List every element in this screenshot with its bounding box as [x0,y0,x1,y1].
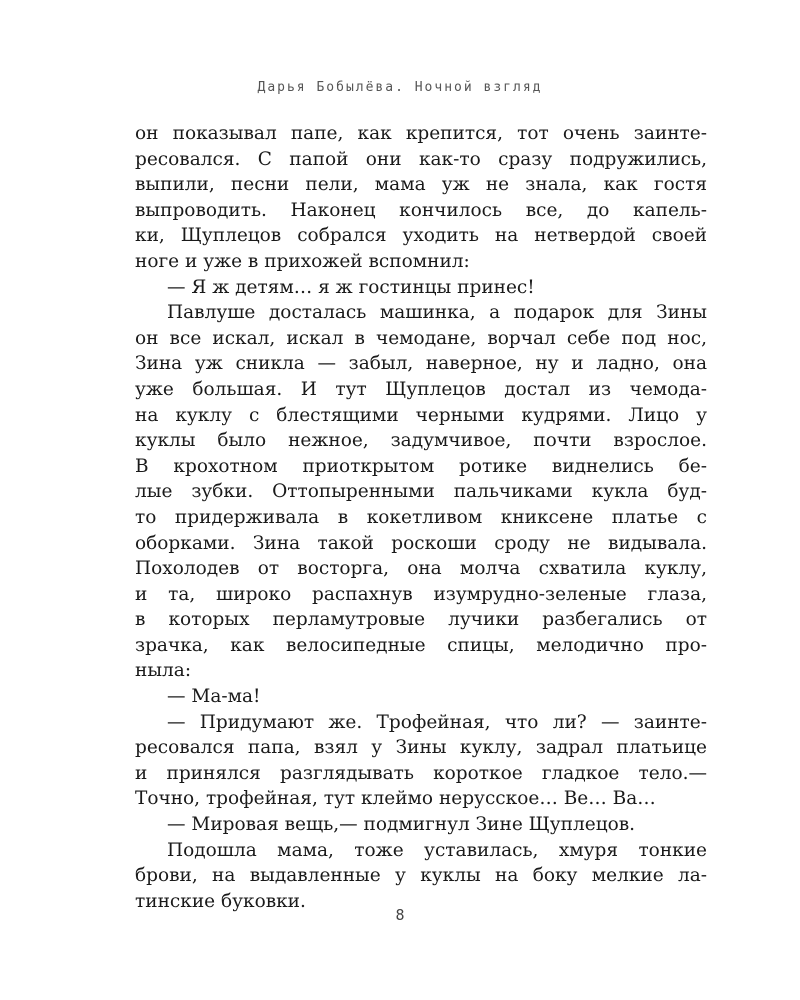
text-line: выпили, песни пели, мама уж не знала, как гостя [135,174,707,196]
text-line: ресовался папа, взял у Зины куклу, задрал платьице [135,737,707,759]
body-text [135,121,707,914]
text-line: Похолодев от восторга, она молча схватила куклу, [135,558,707,580]
text-line: выпроводить. Наконец кончилось все, до капель- [135,199,707,221]
text-line: ки, Щуплецов собрался уходить на нетвердой своей [135,225,707,247]
text-line: зрачка, как велосипедные спицы, мелодично про- [135,634,707,656]
text-line: в которых перламутровые лучики разбегались от [135,609,707,631]
text-line: лые зубки. Оттопыренными пальчиками кукла буд- [135,481,707,503]
text-line: на куклу с блестящими черными кудрями. Лицо у [135,404,707,426]
text-line: В крохотном приоткрытом ротике виднелись бе- [135,455,707,477]
text-line: — Ма-ма! [167,686,261,708]
text-line: ныла: [135,660,192,682]
text-line: куклы было нежное, задумчивое, почти взрослое. [135,430,707,452]
text-line: ресовался. С папой они как-то сразу подружились, [135,148,707,170]
text-line: — Мировая вещь,— подмигнул Зине Щуплецов. [167,814,636,836]
text-line: то придерживала в кокетливом книксене платье с [135,506,707,528]
page-number: 8 [395,906,405,924]
text-line: — Придумают же. Трофейная, что ли? — заинте- [167,711,707,733]
text-line: он все искал, искал в чемодане, ворчал себе под нос, [135,327,707,349]
text-line: — Я ж детям… я ж гостинцы принес! [167,276,535,298]
text-line: Подошла мама, тоже уставилась, хмуря тонкие [167,839,707,861]
text-line: и принялся разглядывать короткое гладкое тело.— [135,762,707,784]
running-head: Дарья Бобылёва. Ночной взгляд [257,80,543,95]
text-line: тинские буковки. [135,890,306,912]
text-line: Точно, трофейная, тут клеймо нерусское… Ве… Ва… [135,788,656,810]
text-line: оборками. Зина такой роскоши сроду не видывала. [135,532,707,554]
text-line: уже большая. И тут Щуплецов достал из чемода- [135,378,707,400]
text-line: брови, на выдавленные у куклы на боку мелкие ла- [135,865,707,887]
text-line: он показывал папе, как крепится, тот очень заинте- [135,123,707,144]
text-line: Зина уж сникла — забыл, наверное, ну и ладно, она [135,353,707,375]
text-line: и та, широко распахнув изумрудно-зеленые глаза, [135,583,707,605]
text-line: Павлуше досталась машинка, а подарок для Зины [167,302,707,324]
text-line: ноге и уже в прихожей вспомнил: [135,250,470,272]
